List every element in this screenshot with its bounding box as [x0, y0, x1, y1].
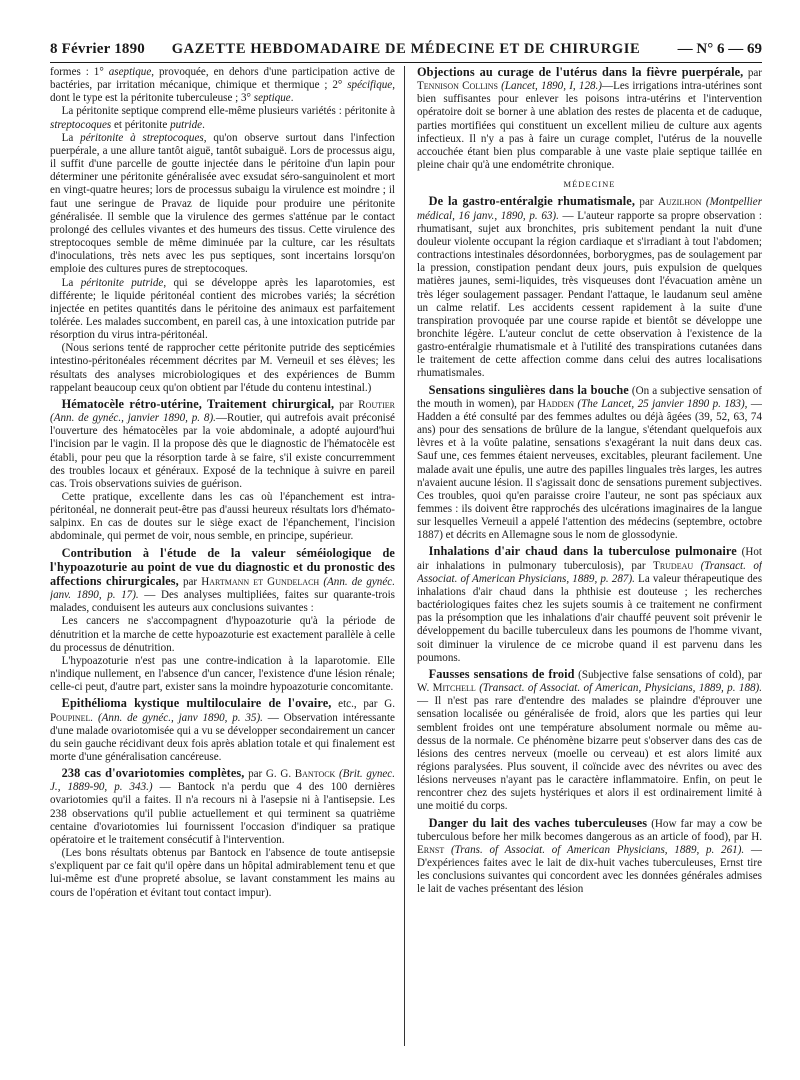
article-author: Hadden — [537, 397, 574, 410]
article-author: Hartmann et Gundelach — [201, 575, 320, 588]
article-author: Trudeau — [653, 559, 694, 572]
article-author: Mitchell — [432, 682, 476, 695]
article-lait-vaches: Danger du lait des vaches tuberculeuses (How far may a cow be tuberculous before her milk becomes dangerous as an article of food), par H. Ernst (Trans. of Associat. of American Physicians, 1889, p. 261). — D'expériences faites avec le lait de dix-huit vaches tuberculeuses, Ernst tire les conclusions suivantes qui concordent avec les données générales admises le lait de vaches présentant des lésion — [417, 815, 762, 896]
paragraph: Cette pratique, excellente dans les cas où l'épanchement est intra-péritonéal, ne donnerait peut-être pas d'aussi heureux résultats lors d'hémato-salpinx. En cas de doutes sur le siège exact de l'épanchement, l'incision abdominale, qui permet de voir, nous semble, en principe, supérieur. — [50, 491, 395, 543]
article-curage: Objections au curage de l'utérus dans la fièvre puerpérale, par Tennison Collins (Lancet, 1890, I, 128.)—Les irrigations intra-utérines sont bien suffisantes pour enlever les poisons intra-utérins et l'intervention opératoire doit se borner à une ablation des restes de placenta et de caduque, parties mortifiées qui constituent un excellent milieu de culture aux agents infectieux. Il n'y a pas à faire un curage complet, l'utérus de la nouvelle accouchée étant bien plus comparable à une vaste plaie septique taillée en pleine chair qu'à une endométrite chronique. — [417, 66, 762, 172]
issue-page-number: — N° 6 — 69 — [677, 41, 762, 57]
article-title: Hématocèle rétro-utérine, Traitement chirurgical, — [61, 396, 335, 411]
paragraph: L'hypoazoturie n'est pas une contre-indication à la laparotomie. Elle n'indique nullement, en l'absence d'un cancer, l'existence d'une lésion rénale; celle-ci peut, d'autre part, exister sans la moindre hypoazoturie concomitante. — [50, 654, 395, 694]
article-title: Inhalations d'air chaud dans la tuberculose pulmonaire — [428, 544, 737, 559]
article-author: Tennison Collins — [417, 80, 498, 93]
paragraph: (Nous serions tenté de rapprocher cette péritonite putride des septicémies intestino-péritonéales récemment décrites par M. Verneuil et ses élèves; les résultats des analyses microbiologiques et des expériences de Bumm rappelant beaucoup ceux qu'on obtient par l'étude du contenu intestinal.) — [50, 342, 395, 394]
article-author: Poupinel — [50, 711, 91, 724]
article-hypoazoturie: Contribution à l'étude de la valeur séméiologique de l'hypoazoturie au point de vue du diagnostic et du pronostic des affections chirurgicales, par Hartmann et Gundelach (Ann. de gynéc. janv. 1890, p. 17). — Des analyses multipliées, faites sur quarante-trois malades, conduisent les auteurs aux conclusions suivantes : — [50, 545, 395, 615]
paragraph: La péritonite putride, qui se développe après les laparotomies, est différente; le liquide péritonéal contient des microbes variés; la sécrétion injectée en petites quantités dans le péritoine des animaux est parfaitement tolérée. Les malades succombent, en pareil cas, à une intoxication putride par résorption du virus intra-péritonéal. — [50, 276, 395, 342]
article-title: De la gastro-entéralgie rhumatismale, — [428, 194, 636, 209]
paragraph: formes : 1° aseptique, provoquée, en dehors d'une participation active de bactéries, par irritation mécanique, chimique et thermique ; 2° spécifique, dont le type est la péritonite tuberculeuse ; 3° septique. — [50, 66, 395, 105]
article-title: Danger du lait des vaches tuberculeuses — [428, 815, 648, 830]
article-author: Routier — [358, 398, 395, 411]
section-heading: MÉDECINE — [563, 179, 616, 190]
article-gastro-enteralgie: De la gastro-entéralgie rhumatismale, par Auzilhon (Montpellier médical, 16 janv., 1890, p. 63). — L'auteur rapporte sa propre observation : rhumatisant, sujet aux bronchites, pris subitement pendant la nuit d'une douleur violente occupant la région cardiaque et s'irradiant à tout l'abdomen; contractions intestinales désordonnées, borborygmes, pas de soulagement par la pression, constipation pendant deux jours, puis expulsion de quelques matières jaunes, semi-liquides, très visqueuses dont l'évacuation amène un très léger soulagement passager. Pendant l'attaque, le laudanum seul amène un calme relatif. Les accidents cessent rapidement à la suite d'une transpiration provoquée par une course rapide et bientôt se développe une bronchite légère. L'auteur conclut de cette observation à l'existence de la gastro-entéralgie rhumatismale et à l'utilité des transpirations cutanées dans le traitement de cette affection comme dans celui des autres localisations rhumatismales. — [417, 194, 762, 380]
right-column — [417, 66, 762, 1056]
article-sensations-froid: Fausses sensations de froid (Subjective false sensations of cold), par W. Mitchell (Transact. of Associat. of American, Physicians, 1889, p. 188). — Il n'est pas rare d'entendre des malades se plaindre d'éprouver une sensation localisée ou généralisée de froid, alors que les parties qui leur semblent froides ont une température absolument normale ou même au-dessus de la normale. Ce phénomène bizarre peut s'observer dans des cas de lésions des centres nerveux (moelle ou cerveau) et est alors limité aux régions paralysées. Plus souvent, il coïncide avec des névrites ou avec des lésions nerveuses n'ayant pas le caractère inflammatoire. Enfin, on peut le rencontrer chez des sujets hystériques et alors il est ordinairement limité à une moitié du corps. — [417, 666, 762, 813]
paragraph: La péritonite septique comprend elle-même plusieurs variétés : péritonite à streptocoques et péritonite putride. — [50, 105, 395, 131]
article-author: Bantock — [294, 768, 336, 781]
article-title: 238 cas d'ovariotomies complètes, — [61, 766, 245, 781]
article-title: Contribution à l'étude de la valeur séméiologique de l'hypoazoturie au point de vue du diagnostic et du pronostic des affections chirurgicales, — [50, 545, 395, 588]
article-title: Fausses sensations de froid — [428, 666, 575, 681]
article-ovariotomies: 238 cas d'ovariotomies complètes, par G. G. Bantock (Brit. gynec. J., 1889-90, p. 343.) — Bantock n'a perdu que 4 des 100 dernières ovariotomies qu'il a faites. Il n'a recours ni à l'asepsie ni à l'antisepsie. Les 238 observations qu'il publie actuellement et qui terminent sa quatrième centaine d'ovariotomies lui fournissent l'occasion d'indiquer sa pratique opératoire et le traitement consécutif à l'intervention. — [50, 766, 395, 846]
article-title: Epithélioma kystique multiloculaire de l'ovaire, — [61, 696, 332, 711]
paragraph: (Les bons résultats obtenus par Bantock en l'absence de toute antisepsie s'expliquent par ce fait qu'il opère dans un hôpital admirablement tenu et que lui-même est d'une propreté absolue, se lavant constamment les mains au cours de l'opération et évitant tout contact impur). — [50, 847, 395, 899]
article-author: Ernst — [417, 843, 445, 856]
page-header — [50, 38, 762, 63]
article-author: Auzilhon — [657, 196, 702, 209]
article-inhalations: Inhalations d'air chaud dans la tuberculose pulmonaire (Hot air inhalations in pulmonary tuberculosis), par Trudeau (Transact. of Associat. of American Physicians, 1889, p. 287). La valeur thérapeutique des inhalations d'air chaud dans la phthisie est douteuse ; les recherches bactériologiques faites chez les sujets soumis à ce traitement ne confirment pas la présomption que les inhalations d'air chauffé peuvent soit prévenir le développement du bacille tuberculeux dans les poumons de l'homme vivant, soit diminuer la virulence de ce microbe quand il est parvenu dans les poumons. — [417, 544, 762, 664]
journal-title: GAZETTE HEBDOMADAIRE DE MÉDECINE ET DE CHIRURGIE — [171, 41, 641, 57]
column-divider — [404, 66, 405, 1046]
article-epithelioma: Epithélioma kystique multiloculaire de l'ovaire, etc., par G. Poupinel. (Ann. de gynéc., janv 1890, p. 35). — Observation intéressante d'une malade ovariotomisée qui a vu se développer secondairement un cancer du sein gauche récidivant deux fois après ablation totale et qui finalement est morte d'une généralisation cancéreuse. — [50, 696, 395, 763]
article-title: Objections au curage de l'utérus dans la fièvre puerpérale, — [417, 66, 744, 79]
article-sensations-bouche: Sensations singulières dans la bouche (On a subjective sensation of the mouth in women), par Hadden (The Lancet, 25 janvier 1890 p. 183), — Hadden a été consulté par des femmes adultes ou déjà âgées (39, 52, 63, 74 ans) pour des sensations de brûlure de la langue, s'étendant quelquefois aux lèvres et à la voûte palatine, sensations s'exagérant la nuit dans deux cas. Sauf une, ces femmes étaient nerveuses, excitables, pleurant facilement. Une malade avait une épulis, une autre des papilles linguales très larges, les autres n'avaient aucune lésion. Il s'agissait donc de sensations purement subjectives. Ces troubles, quoi qu'en paraisse croire l'auteur, ne sont pas spéciaux aux femmes : ils doivent être rapprochés des ulcérations imaginaires de la langue sur lesquelles Verneuil a appelé l'attention des médecins (septembre, octobre 1887) et décrits en Allemagne sous le nom de glossodynie. — [417, 382, 762, 542]
left-column — [50, 66, 395, 1056]
issue-date: 8 Février 1890 — [50, 41, 145, 57]
article-hematocele: Hématocèle rétro-utérine, Traitement chirurgical, par Routier (Ann. de gynéc., janvier 1890, p. 8).—Routier, qui autrefois avait préconisé l'ouverture des hématocèles par la voie abdominale, a adopté aujourd'hui l'incision par le vagin. Il la propose dès que le diagnostic de l'hématocèle est établi, pour peu que la résorption tarde à se faire, s'il existe concurremment des troubles locaux et généraux. Exposé de la technique à suivre en pareil cas. Trois observations suivies de guérison. — [50, 396, 395, 490]
article-title: Sensations singulières dans la bouche — [428, 382, 629, 397]
paragraph: Les cancers ne s'accompagnent d'hypoazoturie qu'à la période de dénutrition et la marche de cette hypoazoturie est exactement parallèle à celle du processus de dénutrition. — [50, 615, 395, 654]
paragraph: La péritonite à streptocoques, qu'on observe surtout dans l'infection puerpérale, a une allure tantôt aiguë, tantôt subaiguë. Lors de processus aigu, il suffit d'une parcelle de goutte injectée dans le péritoine d'un lapin pour déterminer une péritonite généralisée avec exsudat séro-sanguinolent et mort en vingt-quatre heures; lors de processus subaigu la virulence est moindre ; il faut une seringue de Pravaz de liquide pour produire une péritonite généralisée. Il semble que la virulence des germes s'atténue par le contact prolongé des cellules vivantes et des humeurs des tissus. Cette virulence des streptocoques semble de même diminuée par la culture, car les résultats d'inoculations, très nets avec les pus septiques, sont incertains lorsqu'on emploie des cultures pures de streptocoques. — [50, 131, 395, 276]
